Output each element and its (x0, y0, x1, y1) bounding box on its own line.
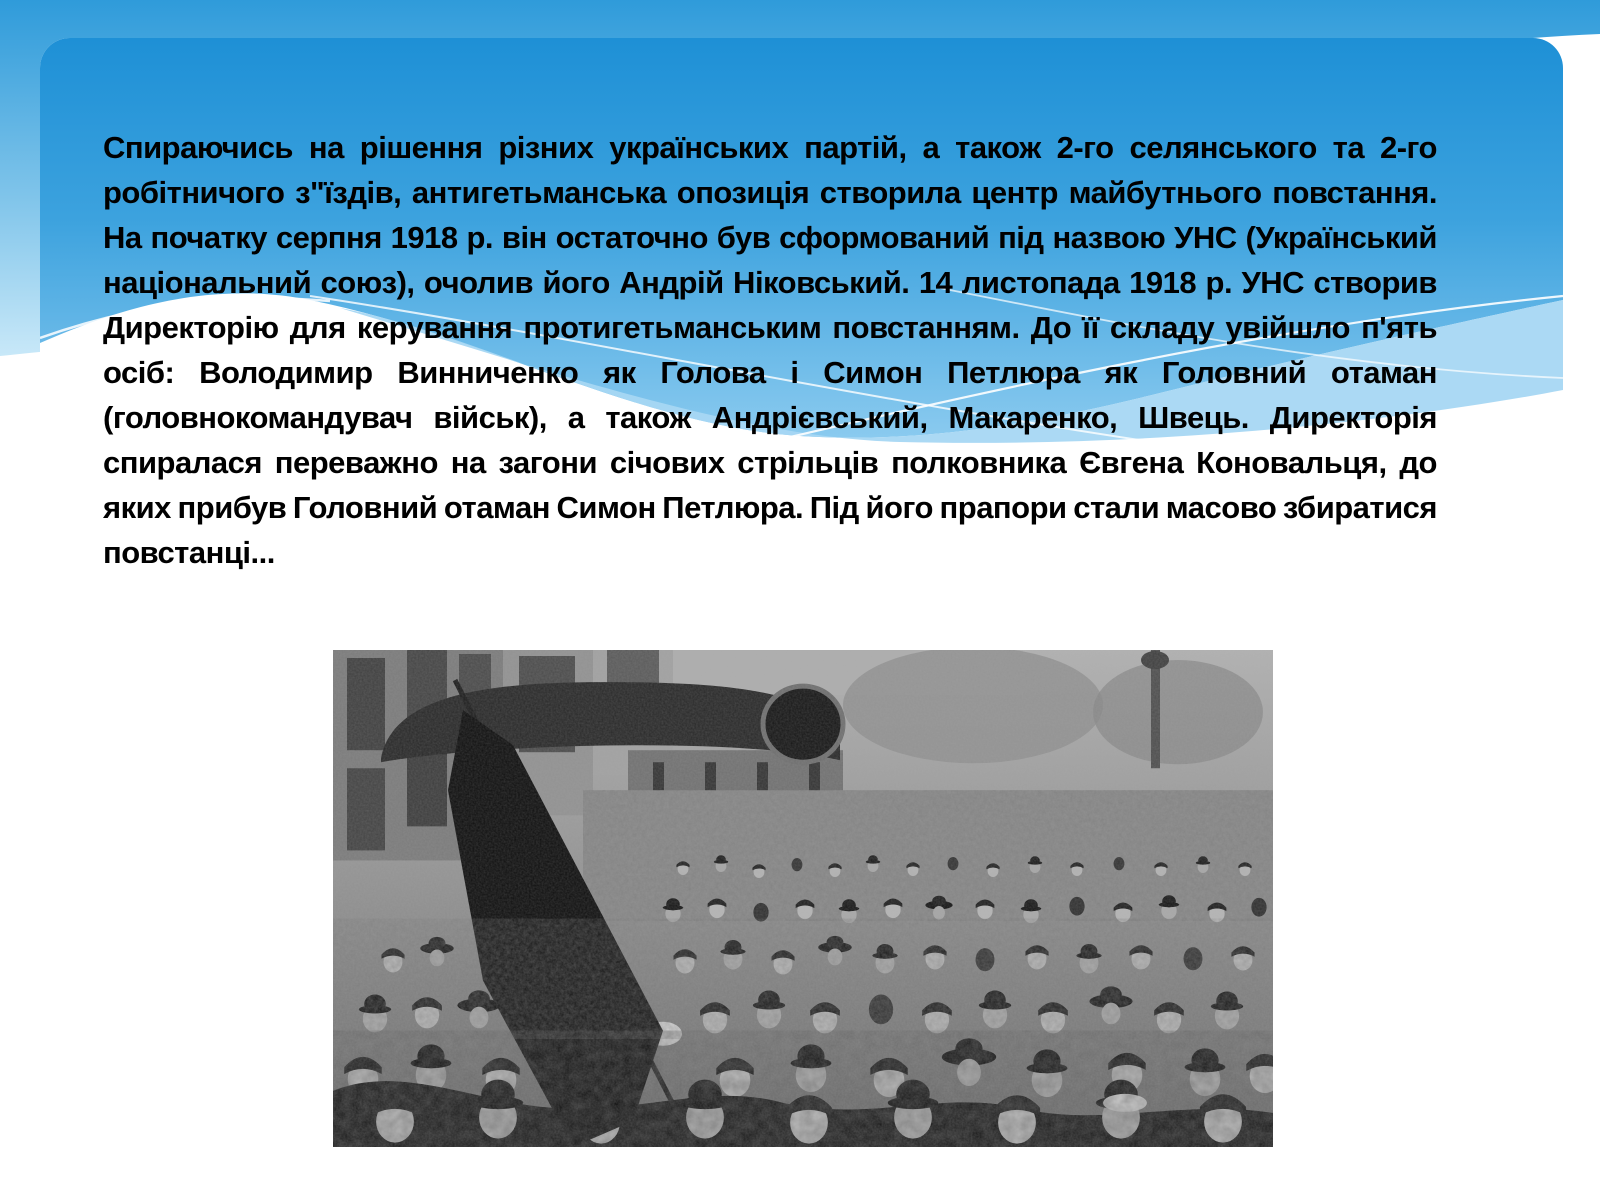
crowd-photo (333, 650, 1273, 1147)
grain-overlay (333, 650, 1273, 1147)
slide-paragraph: Спираючись на рішення різних українських партій, а також 2-го селянського та 2-го робітничого з"їздів, антигетьманська опозиція створила центр майбутнього повстання. На початку серпня 1918 р. він остаточно був сформований під назвою УНС (Український національний союз), очолив його Андрій Ніковський. 14 листопада 1918 р. УНС створив Директорію для керування протигетьманським повстанням. До її складу увійшло п'ять осіб: Володимир Винниченко як Голова і Симон Петлюра як Головний отаман (головнокомандувач військ), а також Андрієвський, Макаренко, Швець. Директорія спиралася переважно на загони січових стрільців полковника Євгена Коновальця, до яких прибув Головний отаман Симон Петлюра. Під його прапори стали масово збиратися повстанці... (103, 130, 1437, 570)
historical-photo (333, 650, 1273, 1147)
slide-card (40, 38, 1563, 1162)
